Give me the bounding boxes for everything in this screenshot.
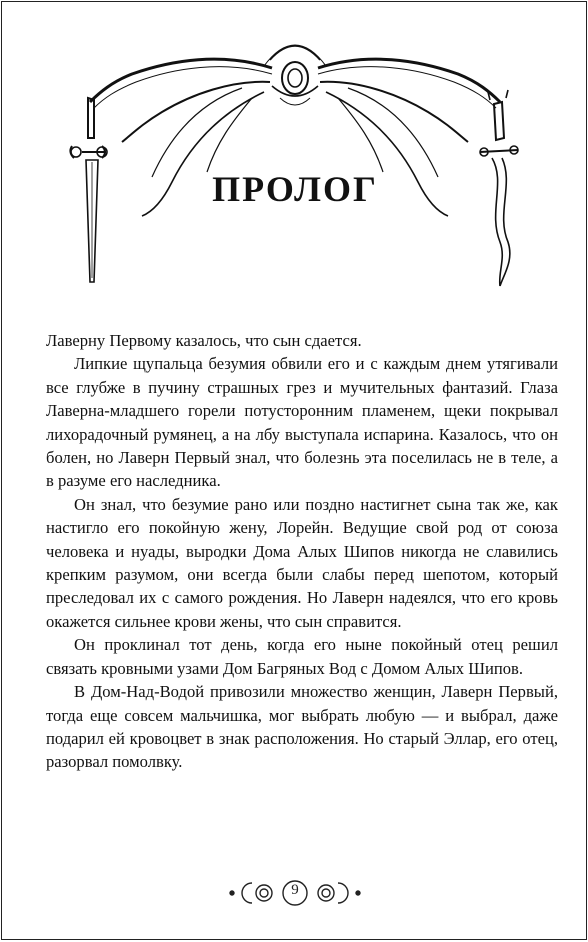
paragraph: Он проклинал тот день, когда его ныне покойный отец решил связать кровными узами Дом Багряных Вод с Домом Алых Шипов. — [46, 635, 558, 678]
paragraph: Он знал, что безумие рано или поздно настигнет сына так же, как настигло его покойную жену, Лорейн. Ведущие свой род от союза человека и нуады, выродки Дома Алых Шипов никогда не славились крепким разумом, они всегда были слабы перед шепотом, который преследовал их с самого рождения. Но Лаверн надеялся, что его кровь окажется сильнее крови жены, что сын справится. — [46, 494, 558, 631]
paragraph: В Дом-Над-Водой привозили множество женщин, Лаверн Первый, тогда еще совсем мальчишка, мог выбрать любую — и выбрал, даже подарил ей кровоцвет в знак расположения. Но старый Эллар, его отец, разорвал помолвку. — [46, 682, 558, 772]
page-footer — [2, 878, 588, 908]
paragraph: Лаверну Первому казалось, что сын сдается. — [46, 331, 362, 350]
chapter-title: ПРОЛОГ — [212, 169, 378, 209]
page-number: 9 — [291, 882, 299, 898]
chain-and-daggers-ornament — [2, 2, 588, 302]
paragraph: Липкие щупальца безумия обвили его и с каждым днем утягивали все глубже в пучину страшных грез и мучительных фантазий. Глаза Лаверна-младшего горели потусторонним пламенем, щеки покрывал лихорадочный румянец, а на лбу выступала испарина. Казалось, что он болен, но Лаверн Первый знал, что болезнь эта поселилась не в теле, а в разуме его наследника. — [46, 354, 558, 491]
chapter-text — [46, 329, 558, 774]
book-page — [1, 1, 587, 940]
